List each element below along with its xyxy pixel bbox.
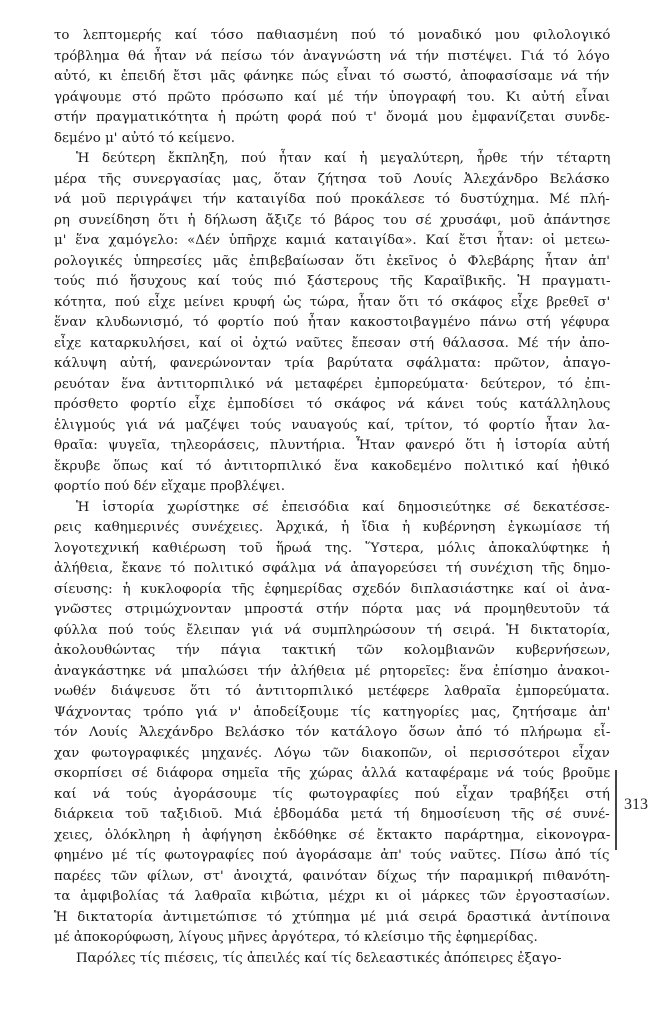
text-line: χαν φωτογραφικές μηχανές. Λόγω τῶν διακοπῶν, οἱ περισσότεροι εἶχαν [54, 745, 610, 761]
text-line: παρέες τῶν φίλων, στ' ἀνοιχτά, φαινόταν δίχως τήν παραμικρή πιθανότη- [54, 868, 611, 884]
text-line: Ἡ δεύτερη ἔκπληξη, πού ἦταν καί ἡ μεγαλύτερη, ἦρθε τήν τέταρτη [76, 151, 611, 166]
text-line: ἀναγκάστηκε νά μπαλώσει τήν ἀλήθεια μέ ρητορεῖες: ἕνα ἐπίσημο ἀνακοι- [54, 663, 610, 679]
text-line: τα ἀμφιβολίας τά λαθραῖα κιβώτια, μέχρι κι οἱ μάρκες τῶν ἐργοστασίων. [54, 889, 611, 904]
text-line: μ' ἕνα χαμόγελο: «Δέν ὑπῆρχε καμιά καταιγίδα». Καί ἔτσι ἦταν: οἱ μετεω- [54, 233, 610, 248]
text-line: ἕναν κλυδωνισμό, τό φορτίο πού ἦταν κακοστοιβαγμένο πάνω στή γέφυρα [54, 315, 610, 330]
text-line: φημένο μέ τίς φωτογραφίες πού ἀγοράσαμε ἀπ' τούς ναῦτες. Πίσω ἀπό τίς [54, 848, 610, 863]
text-line: ρεις καθημερινές συνέχειες. Ἀρχικά, ἡ ἴδια ἡ κυβέρνηση ἐγκωμίασε τή [54, 520, 610, 535]
text-line: ἀκολουθώντας τήν πάγια τακτική τῶν κολομβιανῶν κυβερνήσεων, [54, 643, 611, 658]
text-line: κάλυψη αὐτή, φανερώνονταν τρία βαρύτατα σφάλματα: πρῶτον, ἀπαγο- [54, 356, 611, 371]
text-line: λογοτεχνική καθιέρωση τοῦ ἥρωά της. Ὕστερα, μόλις ἀποκαλύφτηκε ἡ [54, 540, 610, 556]
text-line: ρολογικές ὑπηρεσίες μᾶς ἐπιβεβαίωσαν ὅτι ἐκεῖνος ὁ Φλεβάρης ἦταν ἀπ' [54, 253, 610, 269]
text-line: πρόσθετο φορτίο εἶχε ἐμποδίσει τό σκάφος νά κάνει τούς κατάλληλους [54, 397, 611, 412]
text-line: σκορπίσει σέ διάφορα σημεῖα τῆς χώρας ἀλλά καταφέραμε νά τούς βροῦμε [54, 766, 611, 781]
page-number: 313 [624, 796, 648, 813]
text-line: φύλλα πού τούς ἔλειπαν γιά νά συμπληρώσουν τή σειρά. Ἡ δικτατορία, [54, 622, 611, 638]
text-line: γράψουμε στό πρῶτο πρόσωπο καί μέ τήν ὑπογραφή του. Κι αὐτή εἶναι [54, 89, 610, 105]
text-line: Ἡ ἱστορία χωρίστηκε σέ ἐπεισόδια καί δημοσιεύτηκε σέ δεκατέσσε- [76, 499, 610, 515]
text-line: τόν Λουίς Ἀλεχάνδρο Βελάσκο τόν κατάλογο ὅσων ἀπό τό πλήρωμα εἶ- [54, 725, 611, 740]
text-line: τρόβλημα θά ἦταν νά πείσω τόν ἀναγνώστη νά τήν πιστέψει. Γιά τό λόγο [54, 48, 610, 64]
text-line: γνῶστες στριμώχνονταν μπροστά στήν πόρτα μας νά προμηθευτοῦν τά [54, 602, 610, 617]
text-line: μέρα τῆς συνεργασίας μας, ὅταν ζήτησα τοῦ Λουίς Ἀλεχάνδρο Βελάσκο [54, 171, 610, 187]
text-line: νά μοῦ περιγράψει τήν καταιγίδα πού προκάλεσε τό δυστύχημα. Μέ πλή- [54, 192, 610, 207]
text-line: το λεπτομερής καί τόσο παθιασμένη πού τό μοναδικό μου φιλολογικό [54, 28, 611, 43]
text-line: Ἡ δικτατορία ἀντιμετώπισε τό χτύπημα μέ μιά σειρά δραστικά ἀντίποινα [54, 909, 611, 925]
text-line: ρη συνείδηση ὅτι ἡ δήλωση ἄξιζε τό βάρος του σέ χρυσάφι, μοῦ ἀπάντησε [54, 212, 611, 228]
text-line: στήν πραγματικότητα ἡ πρώτη φορά πού τ' ὄνομά μου ἐμφανίζεται συνδε- [54, 110, 610, 125]
text-line: τούς πιό ἥσυχους καί τούς πιό ξάστερους τῆς Καραϊβικῆς. Ἡ πραγματι- [54, 274, 611, 289]
text-line: Ψάχνοντας τρόπο γιά ν' ἀποδείξουμε τίς κατηγορίες μας, ζητήσαμε ἀπ' [54, 704, 611, 720]
text-line: αὐτό, κι ἐπειδή ἔτσι μᾶς φάνηκε πώς εἶναι τό σωστό, ἀποφασίσαμε νά τήν [54, 69, 610, 84]
text-line: θραῖα: ψυγεῖα, τηλεοράσεις, πλυντήρια. Ἦταν φανερό ὅτι ἡ ἱστορία αὐτή [54, 438, 610, 453]
text-line: ρευόταν ἕνα ἀντιτορπιλικό νά μεταφέρει ἐμπορεύματα· δεύτερον, τό ἐπι- [54, 376, 611, 392]
body-text [54, 26, 610, 969]
text-line: μέ ἀποκορύφωση, λίγους μῆνες ἀργότερα, τό κλείσιμο τῆς ἐφημερίδας. [54, 930, 538, 945]
text-line: φορτίο πού δέν εἴχαμε προβλέψει. [54, 479, 286, 494]
text-line: καί νά τούς ἀγοράσουμε τίς φωτογραφίες πού εἶχαν τραβήξει στή [54, 786, 610, 802]
text-line: χειες, ὁλόκληρη ἡ ἀφήγηση ἐκδόθηκε σέ ἔκτακτο παράρτημα, εἰκονογρα- [54, 827, 611, 843]
text-line: εἶχε καταρκυλήσει, καί οἱ ὀχτώ ναῦτες ἔπεσαν στή θάλασσα. Μέ τήν ἀπο- [54, 335, 610, 351]
text-line: σίευσης: ἡ κυκλοφορία τῆς ἐφημερίδας σχεδόν διπλασιάστηκε καί οἱ ἀνα- [54, 581, 611, 597]
text-line: δεμένο μ' αὐτό τό κείμενο. [54, 130, 236, 146]
text-line: Παρόλες τίς πιέσεις, τίς ἀπειλές καί τίς δελεαστικές ἀπόπειρες ἐξαγο- [76, 950, 562, 966]
margin-rule [615, 770, 617, 850]
text-line: διάρκεια τοῦ ταξιδιοῦ. Μιά ἑβδομάδα μετά τή δημοσίευση τῆς σέ συνέ- [54, 807, 610, 822]
text-line: ἔκρυβε ὅπως καί τό ἀντιτορπιλικό ἕνα κακοδεμένο πολιτικό καί ἠθικό [54, 458, 610, 474]
text-line: ἀλήθεια, ἔκανε τό πολιτικό σφάλμα νά ἀπαγορεύσει τή συνέχιση τῆς δημο- [54, 561, 611, 576]
text-line: ἑλιγμούς γιά νά μαζέψει τούς ναυαγούς καί, τρίτον, τό φορτίο ἦταν λα- [54, 417, 610, 433]
text-line: νωθέν διάψευσε ὅτι τό ἀντιτορπιλικό μετέφερε λαθραῖα ἐμπορεύματα. [54, 684, 610, 699]
text-line: κότητα, πού εἶχε μείνει κρυφή ὡς τώρα, ἦταν ὅτι τό σκάφος εἶχε βρεθεῖ σ' [54, 294, 611, 310]
